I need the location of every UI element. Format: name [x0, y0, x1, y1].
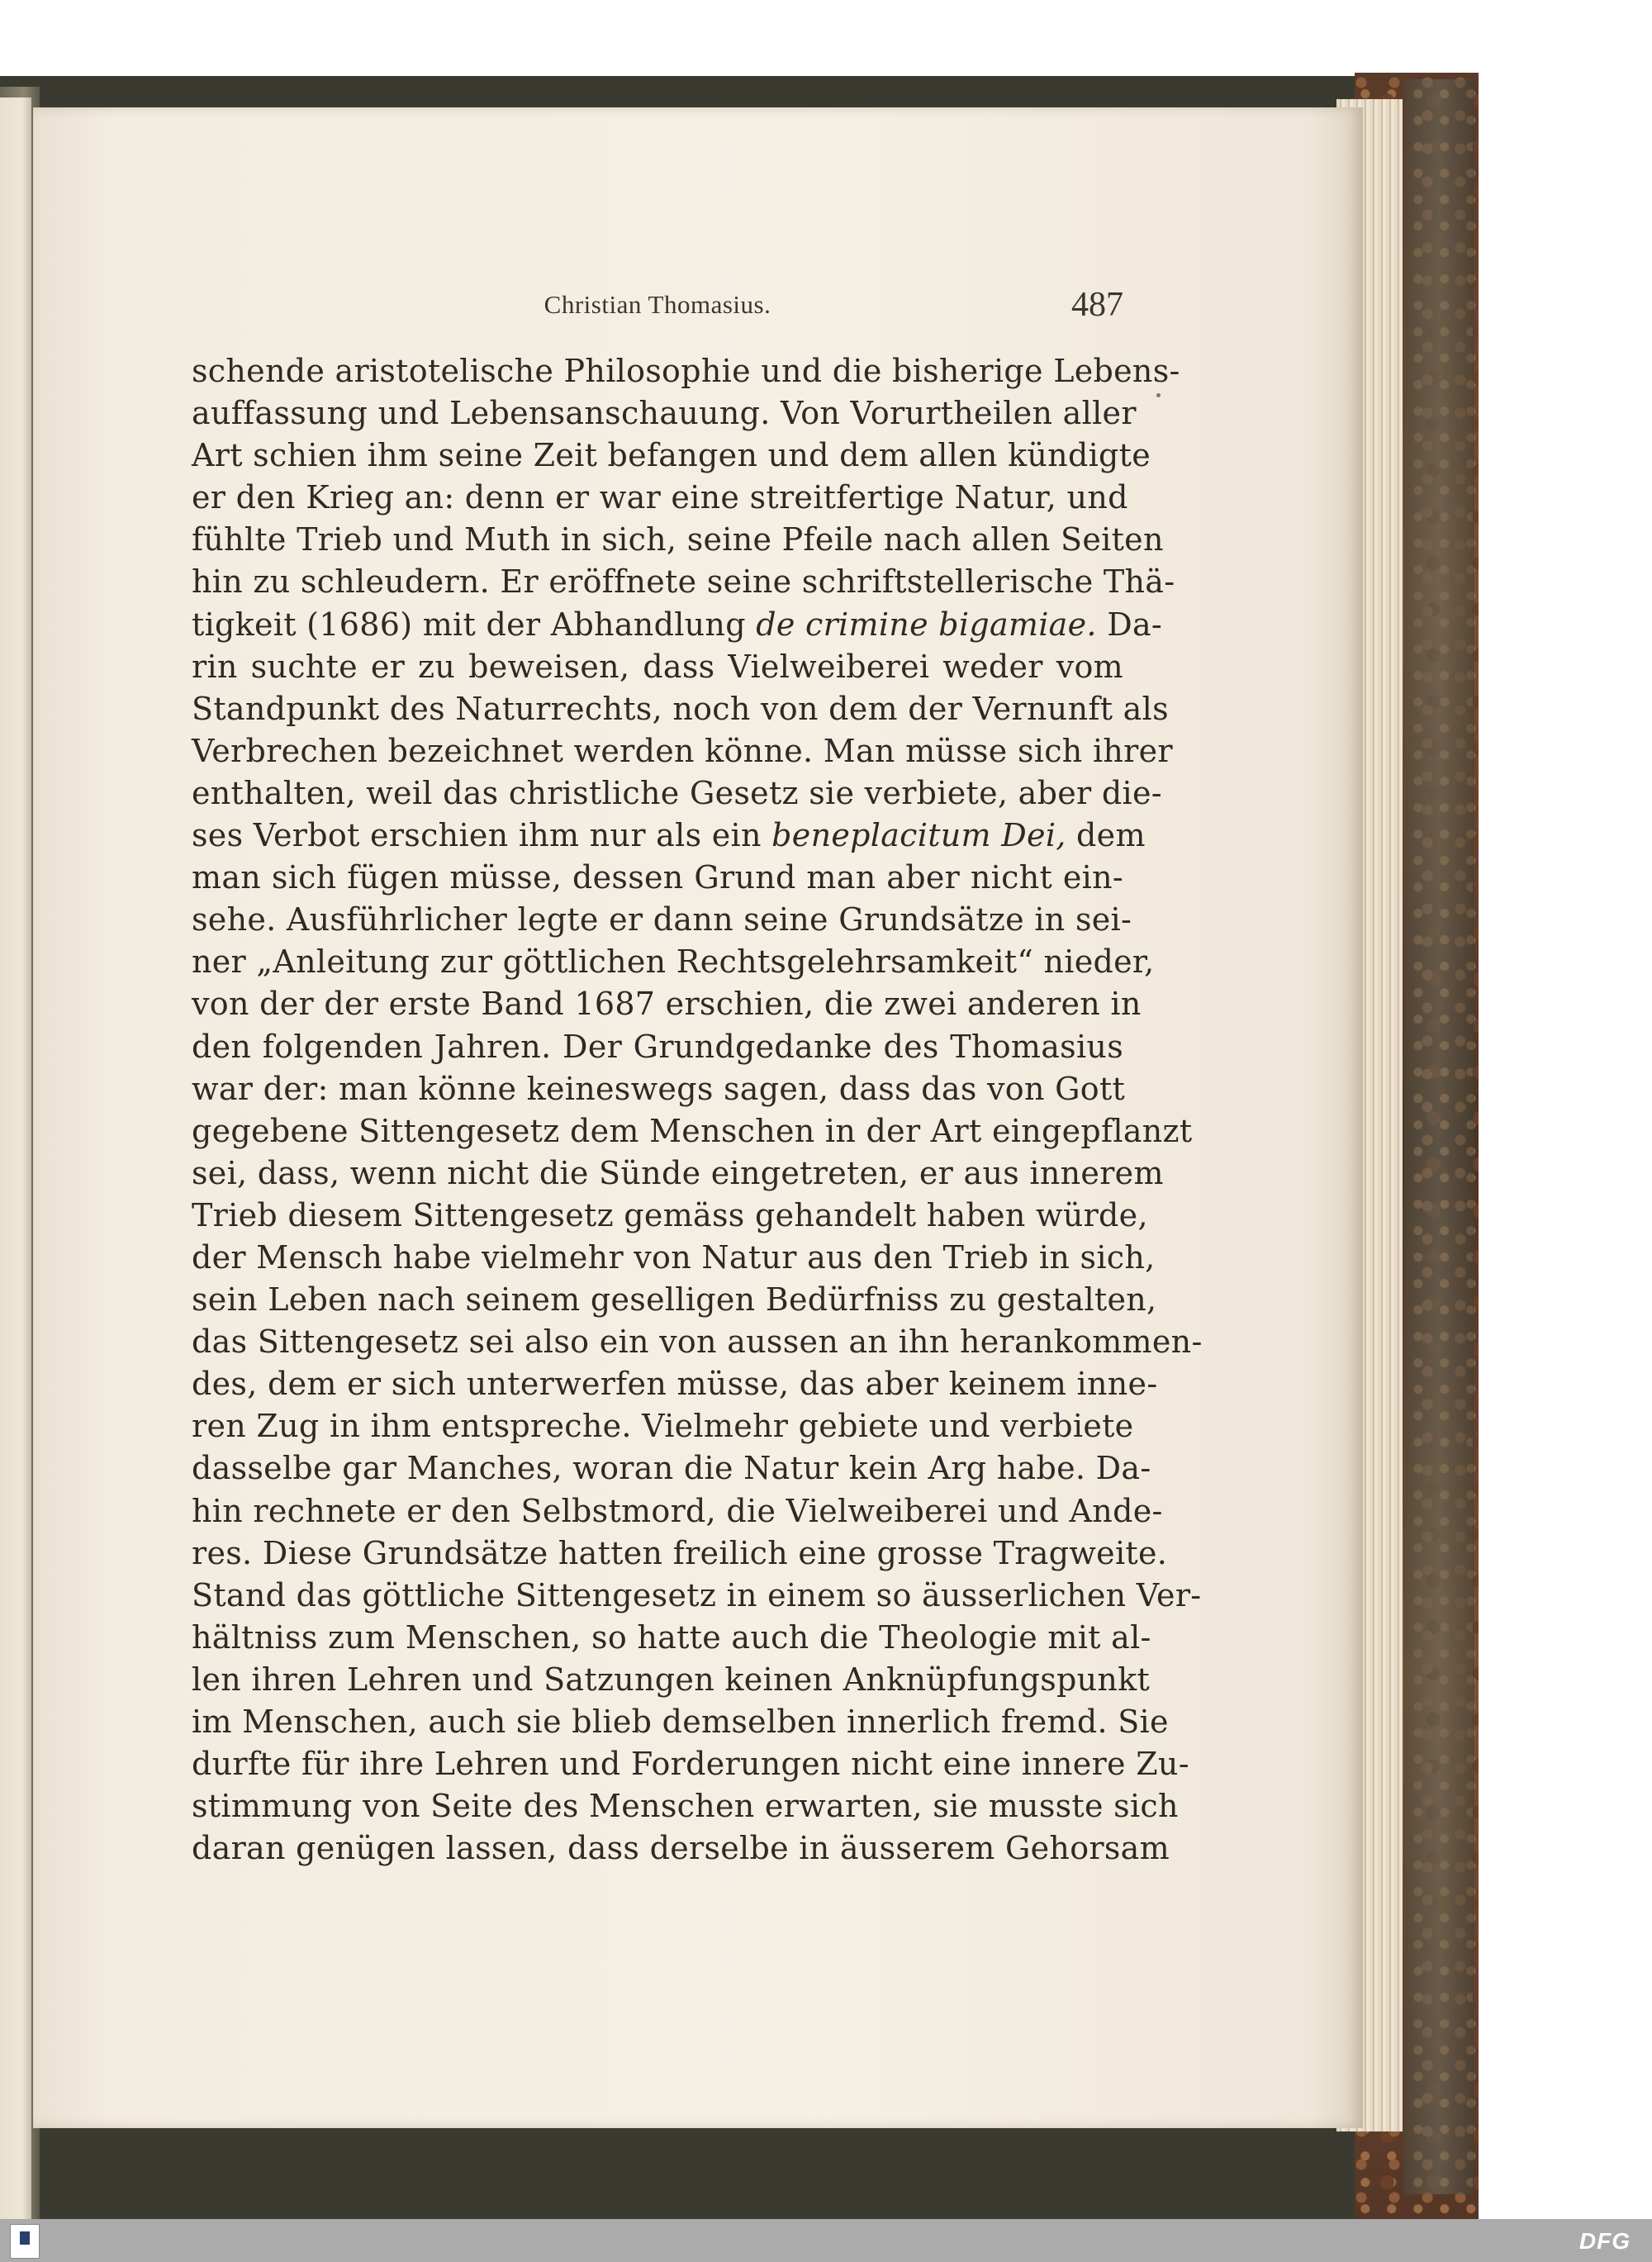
text-line: von der der erste Band 1687 erschien, die zwei anderen in [192, 986, 1142, 1023]
text-line: len ihren Lehren und Satzungen keinen Anknüpfungspunkt [192, 1661, 1151, 1698]
dfg-logo: DFG [1578, 2228, 1631, 2254]
text-line: durfte für ihre Lehren und Forderungen nicht eine innere Zu- [192, 1746, 1189, 1783]
italic-title: de crimine bigamiae. [756, 606, 1097, 643]
text-line: Trieb diesem Sittengesetz gemäss gehandelt haben würde, [192, 1196, 1148, 1233]
text-line: gegebene Sittengesetz dem Menschen in der Art eingepflanzt [192, 1112, 1193, 1149]
page-header [192, 285, 1123, 328]
running-title: Christian Thomasius. [544, 290, 771, 319]
text-line: Stand das göttliche Sittengesetz in einem so äusserlichen Ver- [192, 1576, 1202, 1613]
library-seal-icon [10, 2224, 40, 2259]
text-segment: ses Verbot erschien ihm nur als ein [192, 817, 762, 854]
text-segment: tigkeit (1686) mit der Abhandlung [192, 606, 746, 643]
page-number: 487 [1071, 286, 1123, 324]
text-line: rin suchte er zu beweisen, dass Vielweiberei weder vom [192, 648, 1123, 685]
text-line: hältniss zum Menschen, so hatte auch die Theologie mit al- [192, 1618, 1151, 1656]
text-line: enthalten, weil das christliche Gesetz sie verbiete, aber die- [192, 774, 1162, 811]
paper-speck [1156, 393, 1161, 397]
text-line: auffassung und Lebensanschauung. Von Vorurtheilen aller [192, 395, 1137, 432]
text-line: er den Krieg an: denn er war eine streitfertige Natur, und [192, 479, 1128, 516]
text-line: im Menschen, auch sie blieb demselben innerlich fremd. Sie [192, 1704, 1169, 1740]
text-line: daran genügen lassen, dass derselbe in äusserem Gehorsam [192, 1830, 1170, 1867]
text-line-with-italic [192, 815, 1146, 857]
text-line: hin zu schleudern. Er eröffnete seine schriftstellerische Thä- [192, 563, 1175, 601]
italic-phrase: beneplacitum Dei, [771, 817, 1066, 854]
text-line: das Sittengesetz sei also ein von aussen an ihn herankommen- [192, 1323, 1203, 1361]
text-line: Standpunkt des Naturrechts, noch von dem der Vernunft als [192, 690, 1169, 727]
text-line: hin rechnete er den Selbstmord, die Vielweiberei und Ande- [192, 1492, 1163, 1529]
text-line: sein Leben nach seinem geselligen Bedürfniss zu gestalten, [192, 1281, 1157, 1319]
viewer-footer-bar [0, 2219, 1652, 2262]
text-line: dasselbe gar Manches, woran die Natur kein Arg habe. Da- [192, 1450, 1151, 1487]
text-line: schende aristotelische Philosophie und die bisherige Lebens- [192, 353, 1180, 389]
left-page-edge [0, 97, 31, 2219]
text-line: sei, dass, wenn nicht die Sünde eingetreten, er aus innerem [192, 1154, 1164, 1191]
text-line: man sich fügen müsse, dessen Grund man aber nicht ein- [192, 859, 1123, 896]
text-line-with-italic [192, 604, 1163, 646]
seal-mark [20, 2231, 30, 2245]
text-line: den folgenden Jahren. Der Grundgedanke des Thomasius [192, 1028, 1123, 1065]
text-line: ner „Anleitung zur göttlichen Rechtsgelehrsamkeit“ nieder, [192, 943, 1155, 981]
text-line: Art schien ihm seine Zeit befangen und dem allen kündigte [192, 437, 1151, 474]
text-line: Verbrechen bezeichnet werden könne. Man müsse sich ihrer [192, 732, 1173, 769]
text-line: des, dem er sich unterwerfen müsse, das aber keinem inne- [192, 1366, 1158, 1403]
text-line: ren Zug in ihm entspreche. Vielmehr gebiete und verbiete [192, 1408, 1134, 1445]
text-segment: Da- [1096, 606, 1163, 643]
text-line: res. Diese Grundsätze hatten freilich eine grosse Tragweite. [192, 1534, 1168, 1571]
text-line: war der: man könne keineswegs sagen, dass das von Gott [192, 1070, 1126, 1107]
text-line: stimmung von Seite des Menschen erwarten, sie musste sich [192, 1788, 1179, 1825]
text-segment: dem [1066, 817, 1146, 854]
text-line: sehe. Ausführlicher legte er dann seine Grundsätze in sei- [192, 901, 1132, 939]
text-line: fühlte Trieb und Muth in sich, seine Pfeile nach allen Seiten [192, 521, 1164, 558]
text-line: der Mensch habe vielmehr von Natur aus den Trieb in sich, [192, 1238, 1156, 1276]
cloth-spine-strip [1404, 79, 1474, 2194]
body-text [192, 350, 1203, 1870]
